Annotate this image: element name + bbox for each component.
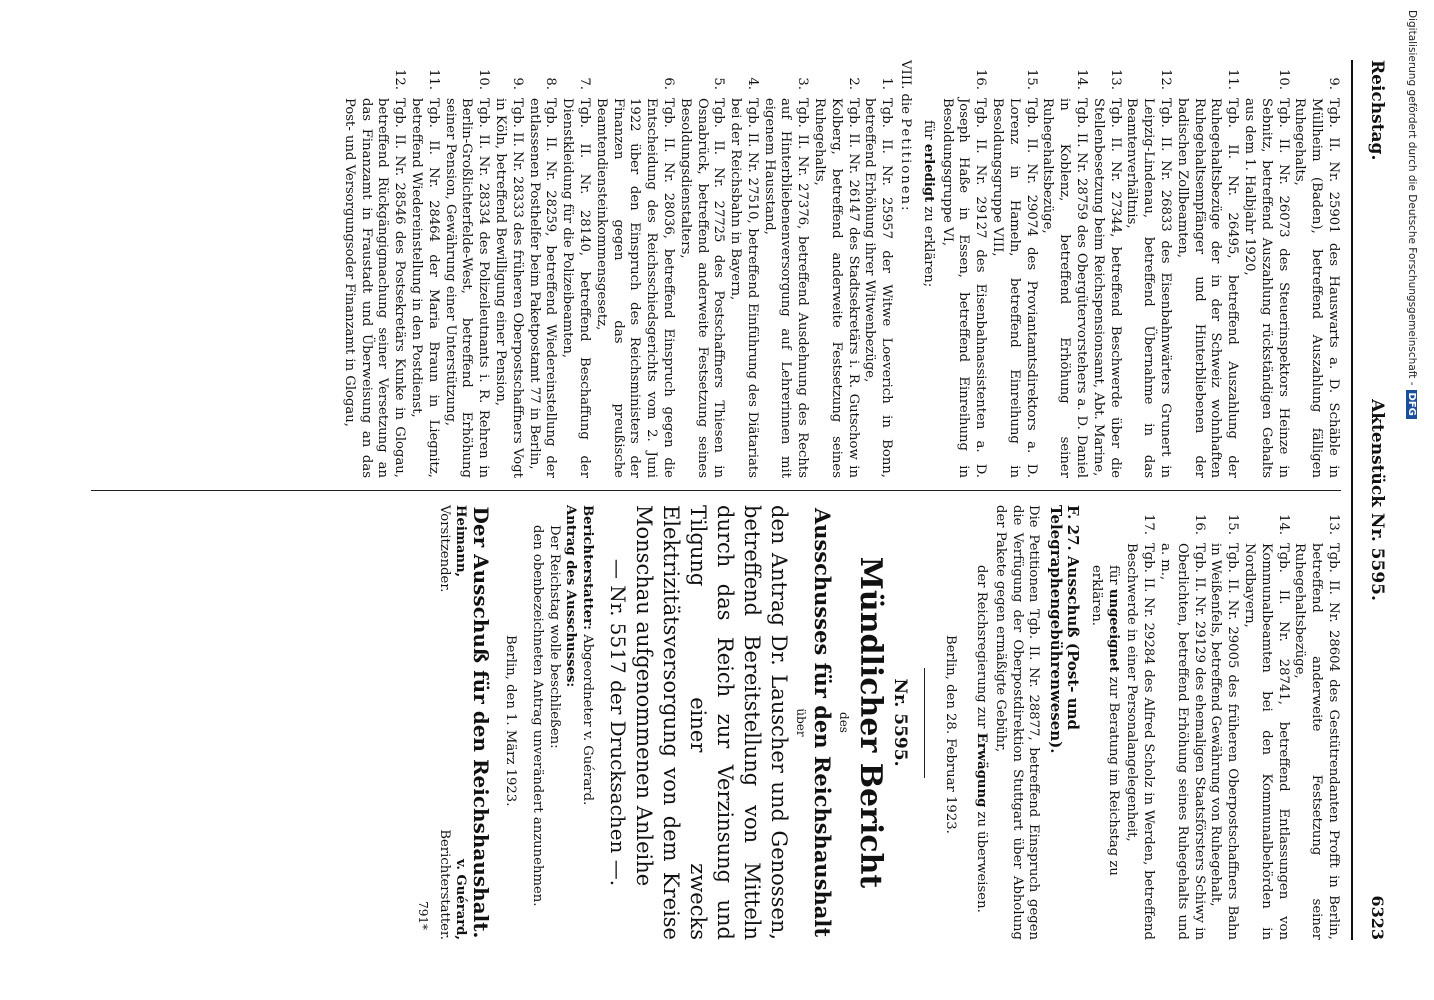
item-text: Tgb. II. Nr. 28259, betreffend Wiedereinstellung der entlassenen Posthelfer beim Paketpostamt 77 in Berlin, (526, 98, 559, 478)
item-text: Tgb. II. Nr. 28464 der Maria Braun in Liegnitz, betreffend Wiedereinstellung in den Postdienst, (408, 98, 441, 478)
decision-c (1087, 565, 1121, 940)
decision-a (919, 120, 936, 478)
item-text: Tgb. II. Nr. 25957 der Witwe Loeverich in Bonn, betreffend Erhöhung ihrer Witwenbezüge, (862, 98, 895, 478)
item-number: 10. (476, 69, 492, 90)
item-text: Tgb. II. Nr. 28334 des Polizeileutnants i. R. Rehren in Berlin-Großlichterfelde-West, betreffend Erhöhung seiner Pension, Gewährung einer Unterstützung, (442, 98, 492, 478)
item-number: 10. (1275, 69, 1291, 90)
item-number: 12. (392, 69, 408, 90)
report-reference: — Nr. 5517 der Drucksachen —. (606, 558, 631, 887)
item-number: 16. (1191, 514, 1207, 535)
item-text: Tgb. II. Nr. 29284 des Alfred Scholz in Werden, betreffend Beschwerde in einer Personalangelegenheit, (1124, 543, 1157, 940)
header-center: Aktenstück Nr. 5595. (1367, 399, 1387, 601)
page-header (1355, 60, 1385, 940)
list-item (810, 60, 860, 478)
list-item (340, 60, 407, 478)
decision-a-keyword: erledigt (920, 143, 936, 203)
item-number: 17. (1141, 514, 1157, 535)
petition-list-b (340, 60, 894, 478)
item-text: Tgb. II. Nr. 25901 des Hauswarts a. D. Schäble in Müllheim (Baden), betreffend Auszahlung fälligen Ruhegehalts, (1292, 98, 1341, 478)
petition-f-text: Die Petitionen Tgb. II. Nr. 28877, betreffend Einspruch gegen die Verfügung der Oberpostdirektion Stuttgart über Abholung der Pakete gegen ermäßigte Gebühr, (992, 505, 1042, 940)
report-ueber: über (793, 708, 808, 737)
report-body: den Antrag Dr. Lauscher und Genossen, betreffend Bereitstellung von Mitteln durch das Reich zur Verzinsung und Tilgung einer zwecks Elektrizitätsversorgung von dem Kreise Monschau aufgenommenen Anleihe (632, 505, 792, 940)
petition-f-decision (972, 565, 989, 940)
item-number: 15. (1225, 514, 1241, 535)
item-text: Tgb. II. Nr. 26073 des Steuerinspektors Heinze in Sebnitz, betreffend Auszahlung rückständigen Gehalts aus dem 1. Halbjahr 1920, (1242, 98, 1291, 478)
item-text: Tgb. II. Nr. 28546 des Postsekretärs Kunke in Glogau, betreffend Rückgängigmachung seiner Versetzung an das Finanzamt in Fraustadt und Überweisung an das Post- und Versorgungsoder Finanzamt in Glogau, (341, 98, 408, 478)
item-text: Tgb. II. Nr. 26833 des Eisenbahnwärters Grunert in Leipzig-Lindenau, betreffend Übernahme in das Beamtenverhältnis, (1124, 98, 1174, 478)
list-item (441, 60, 491, 478)
item-text: Tgb. II. Nr. 29074 des Proviantamtsdirektors a. D. Lorenz in Hameln, betreffend Einreihung in Besoldungsgruppe VIII, (990, 98, 1039, 478)
item-number: 1. (879, 77, 895, 90)
date-second: Berlin, den 1. März 1923. (503, 635, 519, 807)
reporter-role: Berichterstatter. (436, 829, 452, 940)
item-number: 8. (543, 77, 559, 90)
petition-f-decision-prefix: der Reichsregierung zur (974, 565, 990, 729)
committee-signature: Der Ausschuß für den Reichshaushalt. (469, 506, 494, 939)
decision-c-prefix: für (1105, 565, 1121, 585)
list-item (1156, 505, 1206, 940)
item-number: 11. (1225, 69, 1241, 90)
petition-f-decision-keyword: Erwägung (974, 732, 990, 808)
item-number: 9. (509, 77, 525, 90)
item-text: Tgb. II. Nr. 26147 des Stadtsekretärs i. R. Gutschow in Kolberg, betreffend anderweite Festsetzung seines Ruhegehalts, (812, 98, 861, 478)
decision-a-suffix: zu erklären; (920, 206, 936, 288)
list-item (1291, 60, 1341, 478)
item-number: 7. (576, 77, 592, 90)
item-number: 3. (795, 77, 811, 90)
item-number: 11. (425, 69, 441, 90)
credit-text: Digitalisierung gefördert durch die Deutsche Forschungsgemeinschaft - (1406, 10, 1418, 386)
item-text: Tgb. II. Nr. 28140, betreffend Beschaffung der Dienstkleidung für die Polizeibeamten, (560, 98, 592, 478)
reporter-name: v. Guérard, (453, 858, 469, 940)
list-item (938, 60, 988, 478)
list-item (676, 60, 726, 478)
item-text: Tgb. II. Nr. 28333 des früheren Oberpostschaffners Vogt in Köln, betreffend Bewilligung einer Pension, (492, 98, 525, 478)
list-item (760, 60, 810, 478)
item-text: Tgb. II. Nr. 29127 des Eisenbahnassistenten a. D. Joseph Haße in Essen, betreffend Einreihung in Besoldungsgruppe VI, (939, 98, 989, 478)
list-item (592, 60, 676, 478)
report-title: Mündlicher Bericht (852, 556, 888, 889)
item-number: 2. (845, 77, 861, 90)
reporter-signature (435, 731, 469, 940)
item-text: Tgb. II. Nr. 27510, betreffend Einführung des Diätariats bei der Reichsbahn in Bayern, (728, 98, 760, 478)
list-item (1207, 505, 1241, 940)
dfg-logo-badge: DFG (1406, 390, 1417, 419)
item-text: Tgb. II. Nr. 29005 des früheren Oberpostschaffners Bahn in Weißenfels, betreffend Gewährung von Ruhegehalt, (1208, 543, 1241, 940)
item-number: 6. (660, 77, 676, 90)
header-rule (1351, 60, 1353, 940)
item-number: 13. (1326, 514, 1341, 535)
item-number: 4. (744, 77, 760, 90)
item-text: Tgb. II. Nr. 27725 des Postschaffners Thiesen in Osnabrück, betreffend anderweite Festsetzung seines Besoldungsdienstalters, (677, 98, 727, 478)
item-text: Tgb. II. Nr. 26495, betreffend Auszahlung der Ruhegehaltsbezüge der in der Schweiz wohnhaften Ruhegehaltsempfänger und Hinterbliebenen der badischen Zollbeamten, (1174, 98, 1241, 478)
item-number: 13. (1107, 69, 1123, 90)
section-rule (924, 668, 925, 778)
report-des: des (836, 712, 851, 733)
header-left: Reichstag. (1367, 60, 1387, 161)
list-item (491, 60, 525, 478)
antrag-label: Antrag des Ausschusses: (563, 505, 579, 688)
item-number: 14. (1074, 69, 1090, 90)
item-number: 14. (1275, 514, 1291, 535)
chair-role: Vorsitzender. (436, 505, 452, 593)
item-text: Tgb. II. Nr. 28036, betreffend Einspruch gegen die Entscheidung des Reichsschiedsgerichts vom 2. Juni 1922 über den Einspruch des Reichsministers der Finanzen gegen das preußische Beamtendiensteinkommensgesetz, (593, 98, 676, 478)
date-first: Berlin, den 28. Februar 1923. (943, 635, 959, 834)
list-item (407, 60, 441, 478)
petition-list-c (1123, 505, 1341, 940)
item-number: 12. (1158, 69, 1174, 90)
list-item (1123, 60, 1173, 478)
list-item (1173, 60, 1240, 478)
footnote: 791* (415, 901, 430, 930)
list-item (525, 60, 559, 478)
list-item (1089, 60, 1123, 478)
list-item (1123, 505, 1157, 940)
list-item (726, 60, 760, 478)
decision-a-prefix: für (920, 120, 936, 140)
decision-c-suffix: zur Beratung im Reichstag zu erklären. (1088, 565, 1121, 876)
roman-label: VIII. die (898, 60, 914, 114)
digitization-credit (1402, 10, 1418, 1000)
right-column (414, 505, 1341, 940)
chair-name: Heimann, (453, 505, 469, 578)
decision-c-keyword: ungeeignet (1105, 588, 1121, 673)
item-text: Tgb. II. Nr. 28741, betreffend Entlassungen von Kommunalbeamten bei den Kommunalbehörden in Nordbayern, (1242, 543, 1291, 940)
item-text: Tgb. II. Nr. 27376, betreffend Ausdehnung des Rechts auf Hinterbliebenenversorgung auf Lehrerinnen mit eigenem Hausstand, (761, 98, 811, 478)
petition-f-decision-suffix: zu überweisen. (974, 811, 990, 913)
roman-petitionen: Petitionen: (898, 118, 914, 213)
antrag-text-2: den obenbezeichneten Antrag unverändert anzunehmen. (529, 525, 545, 907)
page-number: 6323 (1368, 895, 1387, 940)
list-item (1240, 505, 1290, 940)
report-committee: Ausschusses für den Reichshaushalt (809, 507, 835, 938)
item-text: Tgb. II. Nr. 27344, betreffend Beschwerde über die Stellenbesetzung beim Reichspensionsamt, Abt. Marine, (1090, 98, 1123, 478)
item-text: Tgb. II. Nr. 28604 des Gestütrendanten Profft in Berlin, betreffend anderweite Festsetzung seiner Ruhegehaltsbezüge, (1292, 543, 1341, 940)
report-number: Nr. 5595. (890, 678, 911, 767)
list-item (1291, 505, 1341, 940)
item-text: Tgb. II. Nr. 28759 des Obergütervorstehers a. D. Daniel in Koblenz, betreffend Erhöhung seiner Ruhegehaltsbezüge, (1040, 98, 1090, 478)
berichterstatter-label: Berichterstatter: (580, 505, 596, 630)
rotated-document-sheet (55, 60, 1385, 940)
list-item (988, 60, 1038, 478)
item-number: 9. (1326, 77, 1341, 90)
list-item (861, 60, 895, 478)
item-number: 5. (711, 77, 727, 90)
chair-signature (435, 505, 469, 714)
list-item (1039, 60, 1089, 478)
item-number: 16. (973, 69, 989, 90)
signatures (435, 505, 469, 940)
berichterstatter-line (578, 505, 595, 940)
list-item (558, 60, 592, 478)
list-item (1240, 60, 1290, 478)
roman-section-viii (896, 60, 913, 478)
column-divider (91, 490, 1341, 491)
petition-list-a (938, 60, 1341, 478)
section-f-heading: F. 27. Ausschuß (Post- und Telegraphengebührenwesen). (1047, 505, 1083, 754)
left-column (340, 60, 1341, 478)
berichterstatter-name: Abgeordneter v. Guérard. (580, 634, 596, 806)
item-number: 15. (1023, 69, 1039, 90)
item-text: Tgb. II. Nr. 29129 des ehemaligen Staatsförsters Schiwy in Oberlichten, betreffend Erhöhung seines Ruhegehalts und a. m., (1158, 543, 1207, 940)
antrag-text-1: Der Reichstag wolle beschließen: (546, 525, 562, 749)
